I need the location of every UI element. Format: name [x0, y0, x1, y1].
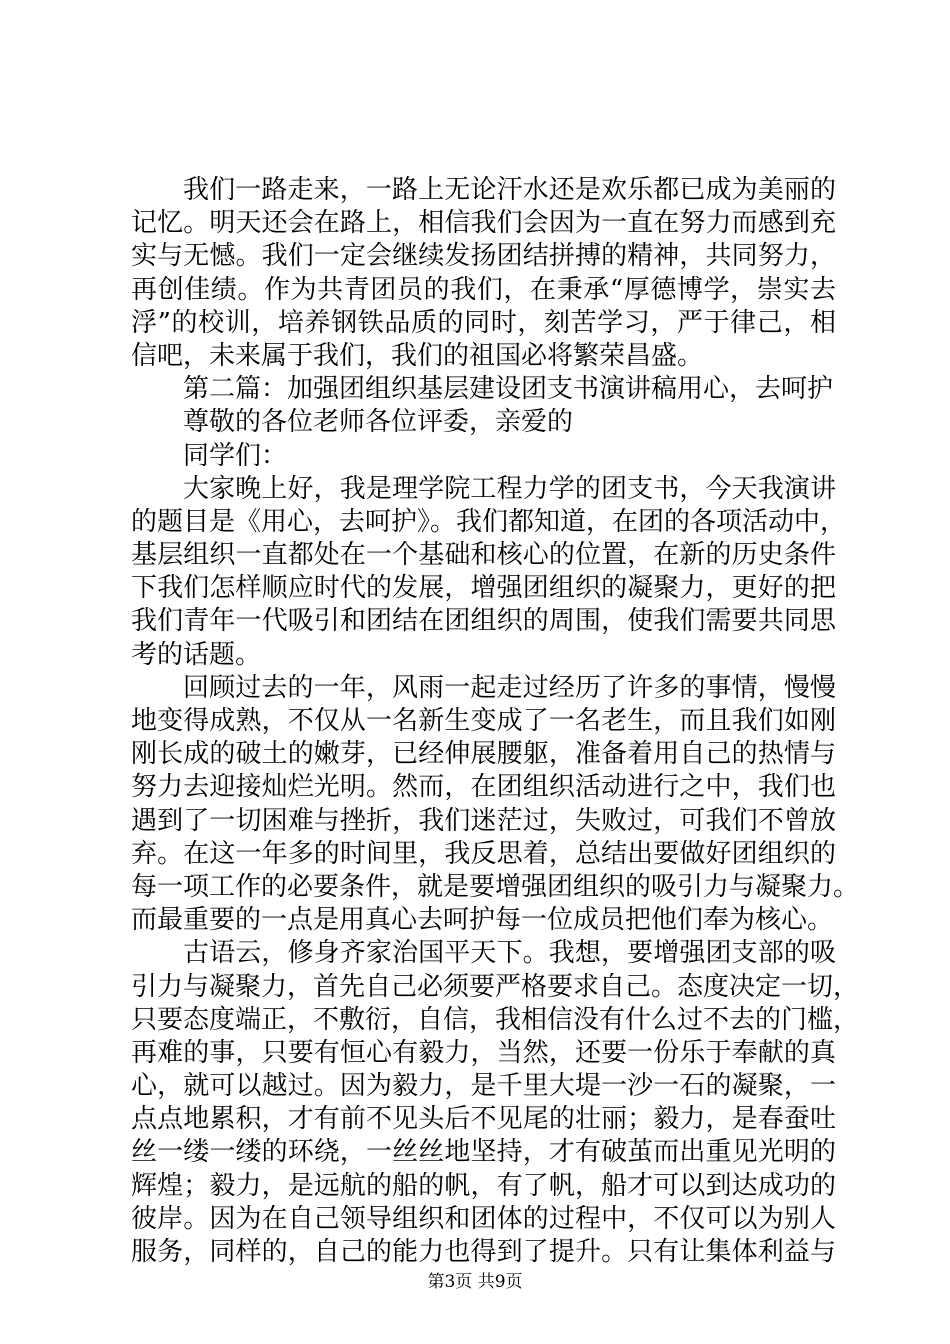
text-line: 实与无憾。我们一定会继续发扬团结拼搏的精神，共同努力，: [131, 241, 836, 272]
salutation-line: 同学们：: [183, 440, 288, 471]
salutation-line: 尊敬的各位老师各位评委，亲爱的: [183, 407, 574, 438]
text-line: 每一项工作的必要条件，就是要增强团组织的吸引力与凝聚力。: [131, 871, 860, 902]
text-line: 辉煌；毅力，是远航的船的帆，有了帆，船才可以到达成功的: [131, 1170, 836, 1201]
text-line: 点点地累积，才有前不见头后不见尾的壮丽；毅力，是春蚕吐: [131, 1104, 836, 1135]
text-line: 地变得成熟，不仅从一名新生变成了一名老生，而且我们如刚: [131, 706, 836, 736]
text-line: 我们青年一代吸引和团结在团组织的周围，使我们需要共同思: [131, 606, 836, 637]
text-line: 再难的事，只要有恒心有毅力，当然，还要一份乐于奉献的真: [131, 1037, 836, 1068]
text-line: 弃。在这一年多的时间里，我反思着，总结出要做好团组织的: [131, 838, 836, 869]
text-line: 大家晚上好，我是理学院工程力学的团支书，今天我演讲: [183, 473, 836, 504]
text-line: 遇到了一切困难与挫折，我们迷茫过，失败过，可我们不曾放: [131, 805, 836, 836]
text-line: 彼岸。因为在自己领导组织和团体的过程中，不仅可以为别人: [131, 1203, 836, 1234]
text-line: 服务，同样的，自己的能力也得到了提升。只有让集体利益与: [131, 1237, 836, 1267]
text-line: 记忆。明天还会在路上，相信我们会因为一直在努力而感到充: [131, 208, 836, 239]
text-line: 回顾过去的一年，风雨一起走过经历了许多的事情，慢慢: [183, 672, 836, 703]
text-line: 考的话题。: [131, 639, 262, 670]
text-line: 心，就可以越过。因为毅力，是千里大堤一沙一石的凝聚，一: [131, 1071, 836, 1102]
text-line: 而最重要的一点是用真心去呵护每一位成员把他们奉为核心。: [131, 905, 834, 936]
text-line: 努力去迎接灿烂光明。然而，在团组织活动进行之中，我们也: [131, 772, 836, 803]
text-line: 只要态度端正，不敷衍，自信，我相信没有什么过不去的门槛，: [131, 1004, 860, 1035]
text-line: 下我们怎样顺应时代的发展，增强团组织的凝聚力，更好的把: [131, 573, 836, 604]
text-line: 浮”的校训，培养钢铁品质的同时，刻苦学习，严于律己，相: [131, 307, 836, 338]
text-line: 丝一缕一缕的环绕，一丝丝地坚持，才有破茧而出重见光明的: [131, 1137, 836, 1168]
text-line: 的题目是《用心，去呵护》。我们都知道，在团的各项活动中，: [131, 506, 847, 537]
page-number-footer: 第3页 共9页: [427, 1272, 523, 1292]
text-line: 信吧，未来属于我们，我们的祖国必将繁荣昌盛。: [131, 340, 704, 371]
text-line: 古语云，修身齐家治国平天下。我想，要增强团支部的吸: [183, 938, 836, 969]
text-line: 基层组织一直都处在一个基础和核心的位置，在新的历史条件: [131, 540, 836, 571]
section-heading: 第二篇：加强团组织基层建设团支书演讲稿用心，去呵护: [183, 374, 834, 405]
text-line: 刚长成的破土的嫩芽，已经伸展腰躯，准备着用自己的热情与: [131, 739, 836, 770]
document-body: [131, 174, 860, 1269]
text-line: 再创佳绩。作为共青团员的我们，在秉承“厚德博学，崇实去: [131, 274, 836, 305]
text-line: 我们一路走来，一路上无论汗水还是欢乐都已成为美丽的: [183, 175, 836, 205]
text-line: 引力与凝聚力，首先自己必须要严格要求自己。态度决定一切，: [131, 971, 860, 1002]
